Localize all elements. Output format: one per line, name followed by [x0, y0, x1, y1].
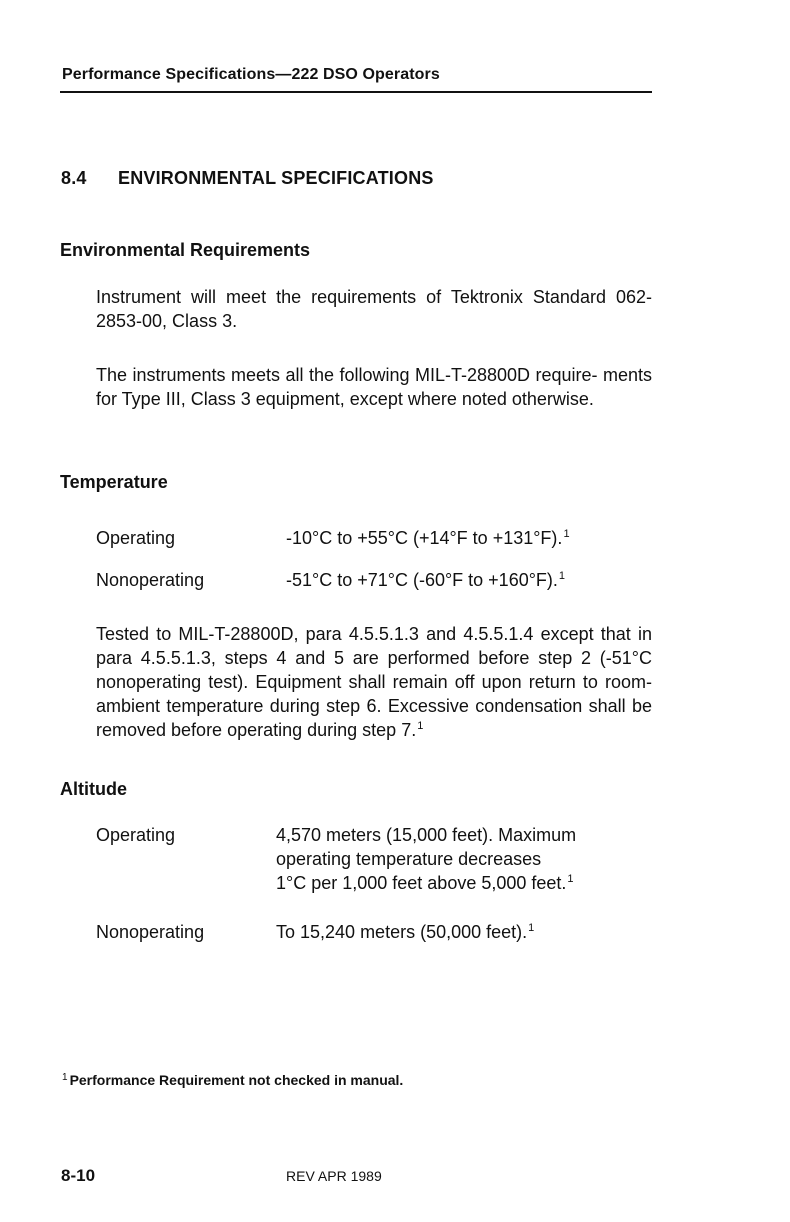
environmental-requirements-heading: Environmental Requirements: [60, 240, 311, 260]
header-rule: [60, 91, 652, 93]
section-number: 8.4: [61, 168, 87, 188]
temperature-nonoperating-value: -51°C to +71°C (-60°F to +160°F).$^1$: [286, 570, 566, 590]
temperature-test-note: Tested to MIL-T-28800D, para 4.5.5.1.3 and 4.5.5.1.4 except that in para 4.5.5.1.3, steps 4 and 5 are performed before step 2 (-51°C nonoperating test). Equipment shall remain off upon return to room-ambient temperature during step 6. Excessive condensation shall be removed before operating during step 7.$^1$: [96, 624, 652, 740]
temperature-operating-value: -10°C to +55°C (+14°F to +131°F).$^1$: [286, 528, 570, 548]
altitude-operating-line-3: 1°C per 1,000 feet above 5,000 feet.$^1$: [276, 873, 574, 893]
footnote-marker: 1: [528, 922, 535, 934]
page-number: 8-10: [61, 1166, 96, 1185]
temperature-operating-label: Operating: [96, 528, 176, 548]
section-title: [61, 168, 434, 189]
altitude-operating-label: Operating: [96, 825, 176, 845]
altitude-heading: Altitude: [60, 779, 127, 799]
footnote-marker: 1: [417, 720, 424, 732]
footnote-marker: 1: [563, 528, 570, 540]
altitude-nonoperating-label: Nonoperating: [96, 922, 205, 942]
footnote-marker: 1: [567, 873, 574, 885]
revision-date: REV APR 1989: [286, 1168, 382, 1184]
altitude-operating-line-1: 4,570 meters (15,000 feet). Maximum: [276, 825, 577, 845]
altitude-nonoperating-value: To 15,240 meters (50,000 feet).$^1$: [276, 922, 535, 942]
footnote-number: 1: [62, 1072, 68, 1083]
temperature-nonoperating-label: Nonoperating: [96, 570, 205, 590]
environmental-requirements-para-1: Instrument will meet the requirements of Tektronix Standard 062-2853-00, Class 3.: [96, 287, 652, 331]
footnote-marker: 1: [558, 570, 566, 582]
temperature-heading: Temperature: [60, 472, 168, 492]
environmental-requirements-para-2: The instruments meets all the following MIL-T-28800D require- ments for Type III, Class 3 equipment, except where noted otherwise.: [96, 365, 652, 409]
section-title-text: ENVIRONMENTAL SPECIFICATIONS: [118, 168, 434, 188]
altitude-operating-line-2: operating temperature decreases: [276, 849, 542, 869]
footnote: [62, 1072, 403, 1088]
altitude-operating-value: [276, 823, 576, 895]
footnote-text: Performance Requirement not checked in manual.: [69, 1072, 404, 1088]
running-header: Performance Specifications—222 DSO Operators: [62, 66, 440, 83]
